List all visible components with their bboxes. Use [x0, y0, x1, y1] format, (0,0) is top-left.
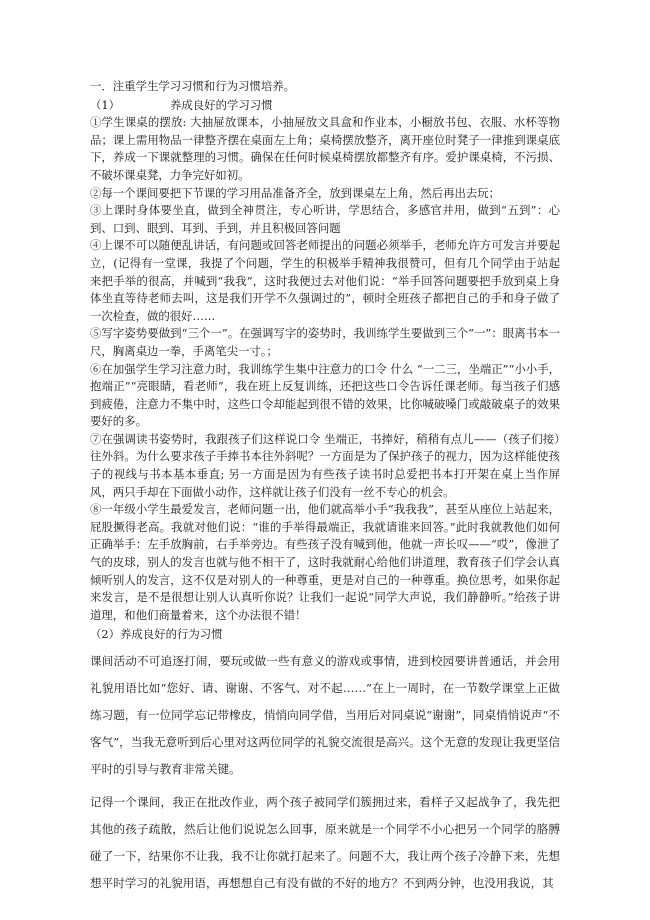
item-attention-commands: ⑥在加强学生学习注意力时，我训练学生集中注意力的口令 什么 “一二三，坐端正”“小小手，抱端正”“亮眼睛，看老师”，我在班上反复训练，还把这些口令告诉任课老师。每当孩子们感到疲倦，注意力不集中时，这些口令却能起到很不错的效果，比你喊破嗓门或敲破桌子的效果要好的多。 — [90, 361, 560, 429]
item-desk-arrangement: ①学生课桌的摆放: 大抽屉放课本，小抽屉放文具盒和作业本，小橱放书包、衣服、水杯等物品；课上需用物品一律整齐摆在桌面左上角；桌椅摆放整齐，离开座位时凳子一律推到课桌底下，养成一下课就整理的习惯。确保在任何时候桌椅摆放都整齐有序。爱护课桌椅，不污损、不破坏课桌凳，力争完好如初。 — [90, 115, 560, 182]
document-page — [90, 78, 560, 903]
item-speaking-up: ⑧一年级小学生最爱发言，老师问题一出，他们就高举小手“我我我”，甚至从座位上站起来，屁股撅得老高。我就对他们说：“谁的手举得最端正，我就请谁来回答。”此时我就教他们如何正确举手：左手放胸前，右手举旁边。有些孩子没有喊到他，他就一声长叹——“哎”，像泄了气的皮球，别人的发言也就与他不相干了，这时我就耐心给他们讲道理，教育孩子们学会认真倾听别人的发言，这不仅是对别人的一种尊重，更是对自己的一种尊重。换位思考，如果你起来发言，是不是很想让别人认真听你说？让我们一起说“同学大声说，我们静静听。”给孩子讲道理，和他们商量着来，这个办法很不错！ — [90, 502, 560, 622]
subheading-text: 养成良好的学习习惯 — [170, 97, 273, 112]
item-sitting-posture: ③上课时身体要坐直，做到全神贯注，专心听讲，学思结合，多感官并用，做到“五到”：心到、口到、眼到、耳到、手到，并且积极回答问题 — [90, 203, 560, 235]
item-writing-posture: ⑤写字姿势要做到“三个一”。在强调写字的姿势时，我训练学生要做到三个“一”：眼离书本一尺，胸离桌边一拳，手离笔尖一寸。； — [90, 326, 560, 358]
subheading-number: （1） — [90, 97, 121, 112]
item-raise-hand: ④上课不可以随便乱讲话，有问题或回答老师提出的问题必须举手，老师允许方可发言并要起立，(记得有一堂课，我提了个问题，学生的积极举手精神我很赞可，但有几个同学由于站起来把手举的很高，并喊到“我我”，这时我便过去对他们说：“举手回答问题要把手放到桌上身体坐直等待老师去叫，这是我们开学不久强调过的”，顿时全班孩子都把自己的手和身子做了一次检查，做的很好…… — [90, 238, 560, 323]
section-behavior-habits — [90, 648, 560, 897]
paragraph-polite-language: 课间活动不可追逐打闹，要玩或做一些有意义的游戏或事情，进到校园要讲普通话，并会用礼貌用语比如“您好、请、谢谢、不客气、对不起……”在上一周时，在一节数学课堂上正做练习题，有一位同学忘记带橡皮，悄悄向同学借，当用后对同桌说“谢谢”，同桌悄悄说声“不客气”，当我无意听到后心里对这两位同学的礼貌交流很是高兴。这个无意的发现让我更坚信平时的引导与教育非常关键。 — [90, 654, 560, 776]
subheading-behavior-habits: （2）养成良好的行为习惯 — [90, 627, 223, 642]
section-heading: 一．注重学生学习习惯和行为习惯培养。 — [90, 79, 296, 93]
item-reading-posture: ⑦在强调读书姿势时，我跟孩子们这样说口令 坐端正，书捧好，稍稍有点儿——（孩子们接）往外斜。为什么要求孩子手捧书本往外斜呢？一方面是为了保护孩子的视力，因为这样能使孩子的视线与书本基本垂直; 另一方面是因为有些孩子读书时总爱把书本打开架在桌上当作屏风，两只手却在下面做小动作，这样就让孩子们没有一丝不专心的机会。 — [90, 431, 560, 499]
item-prepare-supplies: ②每一个课间要把下节课的学习用品准备齐全，放到课桌左上角，然后再出去玩； — [90, 185, 501, 200]
subheading-study-habits — [90, 97, 560, 115]
paragraph-recess-conflict: 记得一个课间，我正在批改作业，两个孩子被同学们簇拥过来，看样子又起战争了，我先把其他的孩子疏散，然后让他们说说怎么回事，原来就是一个同学不小心把另一个同学的胳膊碰了一下，结果你不让我，我不让你就打起来了。问题不大，我让两个孩子冷静下来，先想想平时学习的礼貌用语，再想想自己有没有做的不好的地方？不到两分钟，也没用我说，其 — [90, 795, 560, 890]
section-study-habits — [90, 78, 560, 624]
